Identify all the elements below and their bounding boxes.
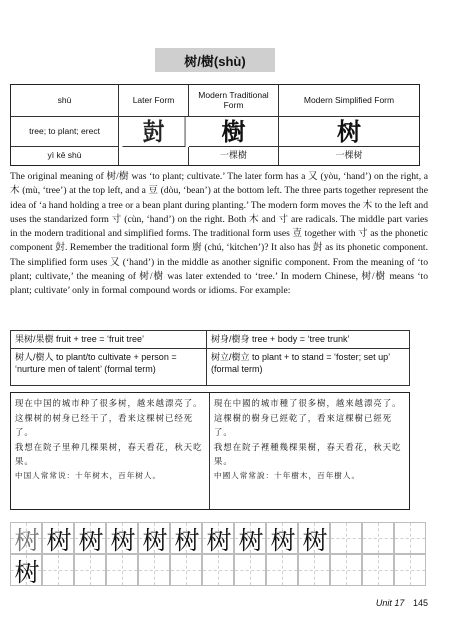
practice-cell <box>170 522 202 554</box>
practice-cell <box>330 554 362 586</box>
character-title: 树/樹(shù) <box>184 53 246 69</box>
practice-cell <box>298 522 330 554</box>
page-footer <box>376 598 428 608</box>
practice-cell <box>74 554 106 586</box>
examples-table <box>10 330 410 386</box>
example-sentences-box <box>10 392 410 510</box>
practice-character: 树 <box>14 558 40 587</box>
traditional-sentences <box>210 393 409 509</box>
character-title-banner <box>155 48 275 72</box>
practice-character: 树 <box>174 526 200 555</box>
sentence: 這棵樹的樹身已經乾了，看來這棵樹已經死了。 <box>214 412 393 437</box>
unit-label: Unit 17 <box>375 598 405 608</box>
practice-cell <box>138 554 170 586</box>
practice-character: 树 <box>78 526 104 555</box>
page-number: 145 <box>412 598 428 608</box>
sentence: 这棵树的树身已经干了，看来这棵树已经死了。 <box>15 412 194 437</box>
traditional-form-header: Modern Traditional Form <box>189 85 279 117</box>
practice-cell <box>234 554 266 586</box>
practice-cell <box>170 554 202 586</box>
practice-character: 树 <box>238 526 264 555</box>
empty-cell <box>119 147 189 165</box>
simplified-character: 树 <box>279 117 419 147</box>
practice-cell <box>74 522 106 554</box>
practice-cell <box>202 522 234 554</box>
simplified-sentences <box>11 393 210 509</box>
practice-cell <box>42 554 74 586</box>
pinyin-header: shù <box>11 85 119 117</box>
practice-cell <box>362 522 394 554</box>
sentence: 现在中国的城市种了很多树，越来越漂亮了。 <box>15 398 203 408</box>
compound-simplified: 一棵树 <box>335 150 363 161</box>
practice-character: 树 <box>110 526 136 555</box>
practice-cell <box>10 522 42 554</box>
sentence: 我想在院子里种几棵果树，春天看花，秋天吃果。 <box>15 441 203 466</box>
sentence: 中国人常常说：十年树木，百年树人。 <box>15 470 162 480</box>
practice-cell <box>394 522 426 554</box>
practice-character: 树 <box>142 526 168 555</box>
practice-character: 树 <box>46 526 72 555</box>
explanation-paragraph: The original meaning of 树/樹 was ‘to plant; cultivate.’ The later form has a 又 (yòu, ‘hand’) on the right, a 木 (mù, ‘tree’) at the top left, and a 豆 (dòu, ‘bean’) at the bottom left. The three parts together represent the idea of ‘a hand holding a tree or a bean plant during planting.’ The modern form moves the 木 to the left and uses the standarized form 寸 (cùn, ‘hand’) on the right. Both 木 and 寸 are radicals. The middle part varies in the modern traditional and simplified forms. The traditional form uses 壴 together with 寸 as the phonetic component 尌. Remember the traditional form 廚 (chú, ‘kitchen’)? It also has 尌 as its phonetic component. The simplified form uses 又 (‘hand’) in the middle as another signific component. From the meaning of ‘to plant; cultivate,’ the meaning of 树/樹 was later extended to ‘tree.’ In modern Chinese, 树/樹 means ‘to plant; cultivate’ only in formal compound words or idioms. For example: <box>10 171 428 297</box>
practice-cell <box>10 554 42 586</box>
sentence: 中國人常常說：十年樹木，百年樹人。 <box>214 470 361 480</box>
practice-cell <box>266 522 298 554</box>
writing-practice-grid <box>10 522 426 586</box>
compound-pinyin: yì kē shù <box>11 147 119 165</box>
example-tree-trunk: 树身/樹身 tree + body = ‘tree trunk’ <box>207 331 409 349</box>
practice-cell <box>106 554 138 586</box>
example-foster: 树立/樹立 to plant + to stand = ‘foster; set up’ (formal term) <box>211 352 390 374</box>
example-nurture-talent: 树人/樹人 to plant/to cultivate + person = ‘nurture men of talent’ (formal term) <box>11 349 207 385</box>
practice-cell <box>330 522 362 554</box>
practice-cells <box>10 522 426 586</box>
compound-traditional: 一棵樹 <box>189 147 279 165</box>
traditional-character: 樹 <box>189 117 279 147</box>
sentence: 現在中國的城市種了很多樹，越來越漂亮了。 <box>214 398 402 408</box>
later-form-character: 尌 <box>123 117 186 147</box>
practice-character: 树 <box>14 526 40 555</box>
practice-cell <box>298 554 330 586</box>
practice-cell <box>234 522 266 554</box>
character-forms-table <box>10 84 420 166</box>
sentence: 我想在院子裡種幾棵果樹，春天看花，秋天吃果。 <box>214 441 402 466</box>
practice-character: 树 <box>270 526 296 555</box>
practice-cell <box>106 522 138 554</box>
practice-cell <box>394 554 426 586</box>
meaning-cell: tree; to plant; erect <box>11 117 119 147</box>
practice-character: 树 <box>206 526 232 555</box>
later-form-header: Later Form <box>119 85 189 117</box>
practice-cell <box>266 554 298 586</box>
practice-cell <box>42 522 74 554</box>
simplified-form-header: Modern Simplified Form <box>279 85 419 117</box>
practice-cell <box>202 554 234 586</box>
example-fruit-tree: 果树/果樹 fruit + tree = ‘fruit tree’ <box>11 331 207 349</box>
practice-character: 树 <box>302 526 328 555</box>
practice-cell <box>362 554 394 586</box>
practice-cell <box>138 522 170 554</box>
